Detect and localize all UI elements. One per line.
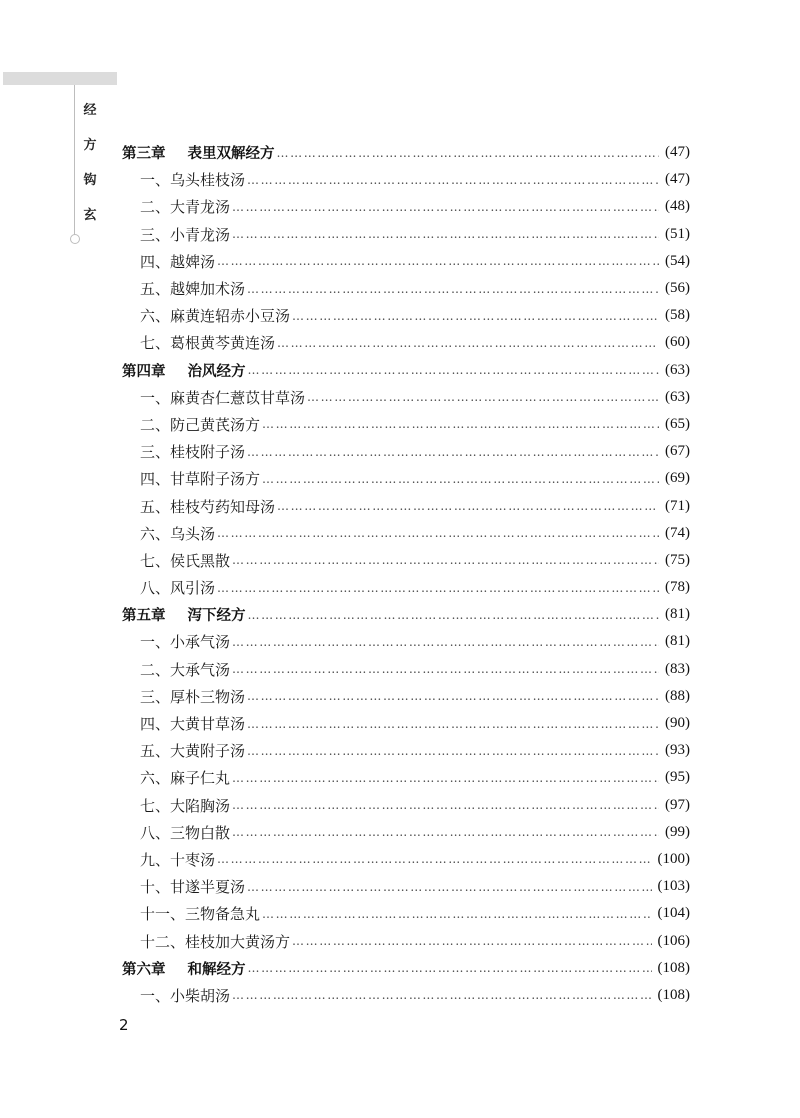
toc-entry-title: 六、乌头汤	[140, 524, 216, 543]
dot-leader	[262, 908, 651, 920]
toc-page-number: (67)	[665, 443, 690, 460]
dot-leader	[262, 473, 659, 485]
toc-page-number: (65)	[665, 415, 690, 432]
toc-section-entry[interactable]	[122, 329, 690, 356]
chapter-title: 和解经方	[187, 961, 246, 978]
dot-leader	[277, 147, 660, 159]
toc-page-number: (54)	[665, 252, 690, 269]
book-title-char: 经	[83, 103, 97, 118]
toc-section-entry[interactable]	[122, 737, 690, 764]
dot-leader	[247, 283, 659, 295]
toc-section-entry[interactable]	[122, 547, 690, 574]
toc-page-number: (78)	[665, 579, 690, 596]
toc-entry-title: 一、麻黄杏仁薏苡甘草汤	[140, 388, 306, 407]
dot-leader	[232, 201, 659, 213]
toc-entry-title: 四、越婢汤	[140, 252, 216, 271]
toc-page-number: (97)	[665, 796, 690, 813]
toc-entry-title: 三、厚朴三物汤	[140, 687, 246, 706]
toc-section-entry[interactable]	[122, 764, 690, 791]
toc-section-entry[interactable]	[122, 683, 690, 710]
toc-section-entry[interactable]	[122, 656, 690, 683]
toc-page-number: (69)	[665, 470, 690, 487]
toc-page-number: (58)	[665, 307, 690, 324]
chapter-title: 泻下经方	[187, 608, 246, 625]
toc-entry-title: 十一、三物备急丸	[140, 905, 261, 924]
dot-leader	[232, 989, 651, 1001]
toc-entry-title: 七、葛根黄芩黄连汤	[140, 334, 276, 353]
book-title-vertical	[80, 104, 100, 244]
toc-page-number: (108)	[657, 959, 690, 976]
page-number: 2	[119, 1016, 129, 1034]
toc-chapter-entry[interactable]	[122, 601, 690, 628]
dot-leader	[217, 527, 659, 539]
toc-page-number: (63)	[665, 388, 690, 405]
dot-leader	[232, 799, 659, 811]
toc-section-entry[interactable]	[122, 574, 690, 601]
dot-leader	[307, 391, 659, 403]
toc-section-entry[interactable]	[122, 982, 690, 1009]
toc-entry-title	[122, 360, 248, 381]
toc-section-entry[interactable]	[122, 520, 690, 547]
toc-entry-title: 六、麻黄连轺赤小豆汤	[140, 307, 291, 326]
dot-leader	[217, 853, 651, 865]
toc-page-number: (47)	[665, 171, 690, 188]
dot-leader	[217, 582, 659, 594]
toc-section-entry[interactable]	[122, 166, 690, 193]
toc-entry-title: 二、大青龙汤	[140, 198, 231, 217]
toc-entry-title: 一、小柴胡汤	[140, 986, 231, 1005]
toc-section-entry[interactable]	[122, 710, 690, 737]
toc-section-entry[interactable]	[122, 384, 690, 411]
toc-chapter-entry[interactable]	[122, 139, 690, 166]
dot-leader	[247, 446, 659, 458]
toc-section-entry[interactable]	[122, 221, 690, 248]
dot-leader	[277, 337, 659, 349]
chapter-number: 第四章	[122, 363, 166, 380]
toc-page-number: (104)	[657, 905, 690, 922]
toc-section-entry[interactable]	[122, 628, 690, 655]
toc-entry-title: 九、十枣汤	[140, 850, 216, 869]
dot-leader	[247, 690, 659, 702]
toc-section-entry[interactable]	[122, 900, 690, 927]
dot-leader	[232, 826, 659, 838]
dot-leader	[292, 310, 659, 322]
toc-entry-title	[122, 604, 248, 625]
toc-page-number: (103)	[657, 878, 690, 895]
dot-leader	[248, 364, 660, 376]
toc-entry-title: 八、三物白散	[140, 823, 231, 842]
toc-page-number: (71)	[665, 497, 690, 514]
toc-page-number: (95)	[665, 769, 690, 786]
toc-entry-title: 二、防己黄芪汤方	[140, 415, 261, 434]
dot-leader	[248, 609, 660, 621]
toc-page-number: (93)	[665, 742, 690, 759]
toc-section-entry[interactable]	[122, 846, 690, 873]
toc-entry-title: 十、甘遂半夏汤	[140, 878, 246, 897]
book-title-char: 玄	[83, 208, 97, 223]
toc-entry-title: 一、小承气汤	[140, 633, 231, 652]
toc-entry-title: 五、桂枝芍药知母汤	[140, 497, 276, 516]
toc-page-number: (63)	[665, 361, 690, 378]
toc-page-number: (60)	[665, 334, 690, 351]
toc-entry-title: 三、小青龙汤	[140, 225, 231, 244]
toc-entry-title	[122, 958, 248, 979]
toc-section-entry[interactable]	[122, 193, 690, 220]
toc-entry-title: 一、乌头桂枝汤	[140, 171, 246, 190]
toc-section-entry[interactable]	[122, 275, 690, 302]
book-title-char: 钩	[83, 173, 97, 188]
toc-page-number: (83)	[665, 660, 690, 677]
toc-chapter-entry[interactable]	[122, 357, 690, 384]
toc-entry-title: 五、越婢加术汤	[140, 280, 246, 299]
chapter-number: 第五章	[122, 608, 166, 625]
toc-section-entry[interactable]	[122, 465, 690, 492]
toc-page-number: (48)	[665, 198, 690, 215]
chapter-number: 第六章	[122, 961, 166, 978]
toc-page-number: (81)	[665, 633, 690, 650]
dot-leader	[262, 418, 659, 430]
dot-leader	[232, 228, 659, 240]
toc-section-entry[interactable]	[122, 819, 690, 846]
toc-page-number: (75)	[665, 551, 690, 568]
toc-page-number: (56)	[665, 280, 690, 297]
dot-leader	[247, 881, 651, 893]
toc-page-number: (51)	[665, 225, 690, 242]
dot-leader	[232, 554, 659, 566]
dot-leader	[248, 962, 652, 974]
dot-leader	[247, 745, 659, 757]
running-head-rule	[74, 85, 75, 235]
table-of-contents	[122, 139, 690, 1009]
toc-section-entry[interactable]	[122, 438, 690, 465]
dot-leader	[217, 255, 659, 267]
toc-page-number: (106)	[657, 932, 690, 949]
toc-section-entry[interactable]	[122, 411, 690, 438]
toc-section-entry[interactable]	[122, 792, 690, 819]
toc-entry-title: 八、风引汤	[140, 579, 216, 598]
toc-entry-title: 四、甘草附子汤方	[140, 470, 261, 489]
toc-page-number: (88)	[665, 687, 690, 704]
toc-entry-title: 十二、桂枝加大黄汤方	[140, 932, 291, 951]
chapter-title: 表里双解经方	[187, 146, 275, 163]
running-head-circle-ornament	[70, 234, 80, 244]
book-title-char: 方	[83, 138, 97, 153]
running-head-bar	[3, 72, 117, 85]
toc-section-entry[interactable]	[122, 248, 690, 275]
toc-chapter-entry[interactable]	[122, 955, 690, 982]
toc-entry-title: 六、麻子仁丸	[140, 769, 231, 788]
chapter-number: 第三章	[122, 146, 166, 163]
toc-entry-title: 二、大承气汤	[140, 660, 231, 679]
toc-entry-title: 三、桂枝附子汤	[140, 443, 246, 462]
toc-section-entry[interactable]	[122, 927, 690, 954]
toc-entry-title: 五、大黄附子汤	[140, 742, 246, 761]
chapter-title: 治风经方	[187, 363, 246, 380]
toc-page-number: (74)	[665, 524, 690, 541]
toc-section-entry[interactable]	[122, 873, 690, 900]
dot-leader	[247, 174, 659, 186]
toc-page-number: (99)	[665, 823, 690, 840]
toc-entry-title: 四、大黄甘草汤	[140, 715, 246, 734]
toc-page-number: (47)	[665, 144, 690, 161]
toc-section-entry[interactable]	[122, 492, 690, 519]
dot-leader	[232, 663, 659, 675]
toc-page-number: (90)	[665, 715, 690, 732]
toc-entry-title: 七、侯氏黑散	[140, 551, 231, 570]
toc-entry-title: 七、大陷胸汤	[140, 796, 231, 815]
dot-leader	[292, 935, 651, 947]
toc-page-number: (81)	[665, 606, 690, 623]
toc-entry-title	[122, 142, 277, 163]
dot-leader	[247, 718, 659, 730]
toc-page-number: (100)	[657, 850, 690, 867]
dot-leader	[232, 636, 659, 648]
dot-leader	[277, 500, 659, 512]
toc-section-entry[interactable]	[122, 302, 690, 329]
toc-page-number: (108)	[657, 986, 690, 1003]
dot-leader	[232, 772, 659, 784]
